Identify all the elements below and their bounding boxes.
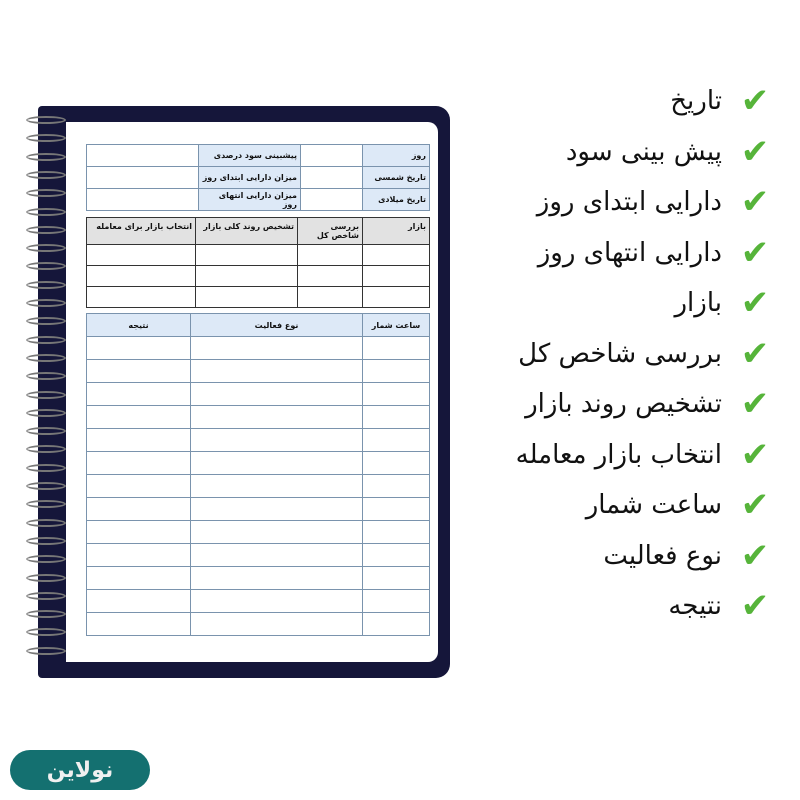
- checkmark-icon: ✔: [740, 232, 770, 273]
- table-cell[interactable]: [87, 567, 191, 590]
- field-label: میزان دارایی ابتدای روز: [199, 167, 301, 189]
- spiral-ring: [26, 574, 66, 582]
- column-header: انتخاب بازار برای معامله: [87, 218, 196, 245]
- table-cell[interactable]: [298, 287, 363, 308]
- table-row: [87, 245, 430, 266]
- table-row: [87, 360, 430, 383]
- table-row: [87, 406, 430, 429]
- table-cell[interactable]: [363, 590, 430, 613]
- table-cell[interactable]: [191, 498, 363, 521]
- table-cell[interactable]: [191, 590, 363, 613]
- spiral-ring: [26, 354, 66, 362]
- table-cell[interactable]: [87, 544, 191, 567]
- checklist-label: انتخاب بازار معامله: [515, 439, 722, 470]
- table-row: [87, 590, 430, 613]
- table-cell[interactable]: [363, 287, 430, 308]
- table-row: [87, 287, 430, 308]
- table-row: [87, 266, 430, 287]
- checkmark-icon: ✔: [740, 535, 770, 576]
- checklist-item: [516, 228, 778, 279]
- table-row: [87, 383, 430, 406]
- checklist-item: [516, 329, 778, 380]
- table-cell[interactable]: [191, 544, 363, 567]
- table-cell[interactable]: [363, 337, 430, 360]
- table-cell[interactable]: [196, 266, 298, 287]
- column-header: ساعت شمار: [363, 314, 430, 337]
- table-cell[interactable]: [298, 266, 363, 287]
- column-header: نتیجه: [87, 314, 191, 337]
- table-header-row: [87, 314, 430, 337]
- spiral-ring: [26, 299, 66, 307]
- column-header: بازار: [363, 218, 430, 245]
- table-row: [87, 613, 430, 636]
- table-cell[interactable]: [196, 287, 298, 308]
- spiral-ring: [26, 281, 66, 289]
- table-row: [87, 521, 430, 544]
- checklist-item: [516, 430, 778, 481]
- table-cell[interactable]: [87, 337, 191, 360]
- table-cell[interactable]: [363, 567, 430, 590]
- checklist-item: [516, 531, 778, 582]
- table-cell[interactable]: [363, 498, 430, 521]
- table-cell[interactable]: [87, 590, 191, 613]
- brand-label: نولاین: [46, 757, 114, 783]
- table-cell[interactable]: [363, 521, 430, 544]
- field-label: میزان دارایی انتهای روز: [199, 189, 301, 211]
- column-header: تشخیص روند کلی بازار: [196, 218, 298, 245]
- table-cell[interactable]: [87, 613, 191, 636]
- table-header-row: [87, 218, 430, 245]
- checkmark-icon: ✔: [740, 182, 770, 223]
- table-row: [87, 337, 430, 360]
- table-cell[interactable]: [191, 429, 363, 452]
- checklist-item: [516, 480, 778, 531]
- table-cell[interactable]: [87, 498, 191, 521]
- table-cell[interactable]: [87, 452, 191, 475]
- table-cell[interactable]: [363, 383, 430, 406]
- table-cell[interactable]: [196, 245, 298, 266]
- checklist-label: نوع فعالیت: [603, 540, 722, 571]
- brand-badge[interactable]: [10, 750, 150, 790]
- table-cell[interactable]: [87, 429, 191, 452]
- spiral-ring: [26, 208, 66, 216]
- table-row: [87, 567, 430, 590]
- table-cell[interactable]: [363, 452, 430, 475]
- spiral-ring: [26, 171, 66, 179]
- table-row: [87, 145, 430, 167]
- table-cell[interactable]: [191, 521, 363, 544]
- table-cell[interactable]: [363, 475, 430, 498]
- checklist-item: [516, 127, 778, 178]
- table-cell[interactable]: [363, 406, 430, 429]
- spiral-ring: [26, 519, 66, 527]
- field-value[interactable]: [87, 189, 199, 211]
- table-cell[interactable]: [87, 475, 191, 498]
- field-label: تاریخ شمسی: [363, 167, 430, 189]
- table-cell[interactable]: [363, 544, 430, 567]
- table-cell[interactable]: [363, 360, 430, 383]
- table-cell[interactable]: [87, 287, 196, 308]
- spiral-ring: [26, 592, 66, 600]
- table-cell[interactable]: [363, 429, 430, 452]
- table-cell[interactable]: [87, 245, 196, 266]
- table-cell[interactable]: [298, 245, 363, 266]
- checklist-item: [516, 76, 778, 127]
- field-value[interactable]: [301, 167, 363, 189]
- table-cell[interactable]: [191, 475, 363, 498]
- checklist-label: پیش بینی سود: [565, 136, 722, 167]
- checkmark-icon: ✔: [740, 333, 770, 374]
- table-cell[interactable]: [191, 613, 363, 636]
- checklist-label: تاریخ: [670, 86, 722, 117]
- spiral-ring: [26, 482, 66, 490]
- table-row: [87, 429, 430, 452]
- table-row: [87, 167, 430, 189]
- field-label: روز: [363, 145, 430, 167]
- field-value[interactable]: [87, 145, 199, 167]
- table-cell[interactable]: [363, 266, 430, 287]
- checklist-label: تشخیص روند بازار: [525, 389, 722, 420]
- table-cell[interactable]: [191, 360, 363, 383]
- field-value[interactable]: [87, 167, 199, 189]
- table-row: [87, 498, 430, 521]
- table-cell[interactable]: [87, 360, 191, 383]
- spiral-ring: [26, 226, 66, 234]
- table-cell[interactable]: [191, 337, 363, 360]
- table-row: [87, 475, 430, 498]
- spiral-ring: [26, 647, 66, 655]
- checklist-item: [516, 581, 778, 632]
- checklist-label: نتیجه: [668, 591, 722, 622]
- column-header: نوع فعالیت: [191, 314, 363, 337]
- table-cell[interactable]: [191, 452, 363, 475]
- field-label: تاریخ میلادی: [363, 189, 430, 211]
- table-cell[interactable]: [191, 383, 363, 406]
- checklist-label: دارایی انتهای روز: [537, 237, 722, 268]
- field-value[interactable]: [301, 189, 363, 211]
- checkmark-icon: ✔: [740, 283, 770, 324]
- checkmark-icon: ✔: [740, 434, 770, 475]
- checklist-label: بررسی شاخص کل: [518, 338, 722, 369]
- checklist-item: [516, 177, 778, 228]
- header-info-table: [86, 144, 430, 211]
- table-cell[interactable]: [363, 245, 430, 266]
- field-value[interactable]: [301, 145, 363, 167]
- table-cell[interactable]: [191, 406, 363, 429]
- table-cell[interactable]: [87, 266, 196, 287]
- table-cell[interactable]: [191, 567, 363, 590]
- checkmark-icon: ✔: [740, 81, 770, 122]
- spiral-ring: [26, 391, 66, 399]
- table-cell[interactable]: [87, 521, 191, 544]
- table-row: [87, 452, 430, 475]
- spiral-ring: [26, 153, 66, 161]
- checkmark-icon: ✔: [740, 384, 770, 425]
- spiral-ring: [26, 537, 66, 545]
- market-table: [86, 217, 430, 308]
- feature-checklist: [516, 76, 778, 632]
- spiral-ring: [26, 464, 66, 472]
- checkmark-icon: ✔: [740, 485, 770, 526]
- table-row: [87, 544, 430, 567]
- column-header: بررسی شاخص کل: [298, 218, 363, 245]
- checklist-item: [516, 379, 778, 430]
- checklist-label: دارایی ابتدای روز: [536, 187, 722, 218]
- checkmark-icon: ✔: [740, 586, 770, 627]
- checkmark-icon: ✔: [740, 131, 770, 172]
- spiral-ring: [26, 116, 66, 124]
- table-cell[interactable]: [87, 383, 191, 406]
- activity-table: [86, 313, 430, 636]
- table-cell[interactable]: [363, 613, 430, 636]
- table-row: [87, 189, 430, 211]
- checklist-item: [516, 278, 778, 329]
- checklist-label: ساعت شمار: [585, 490, 722, 521]
- field-label: پیشبینی سود درصدی: [199, 145, 301, 167]
- spiral-ring: [26, 336, 66, 344]
- table-cell[interactable]: [87, 406, 191, 429]
- checklist-label: بازار: [674, 288, 722, 319]
- spiral-ring: [26, 409, 66, 417]
